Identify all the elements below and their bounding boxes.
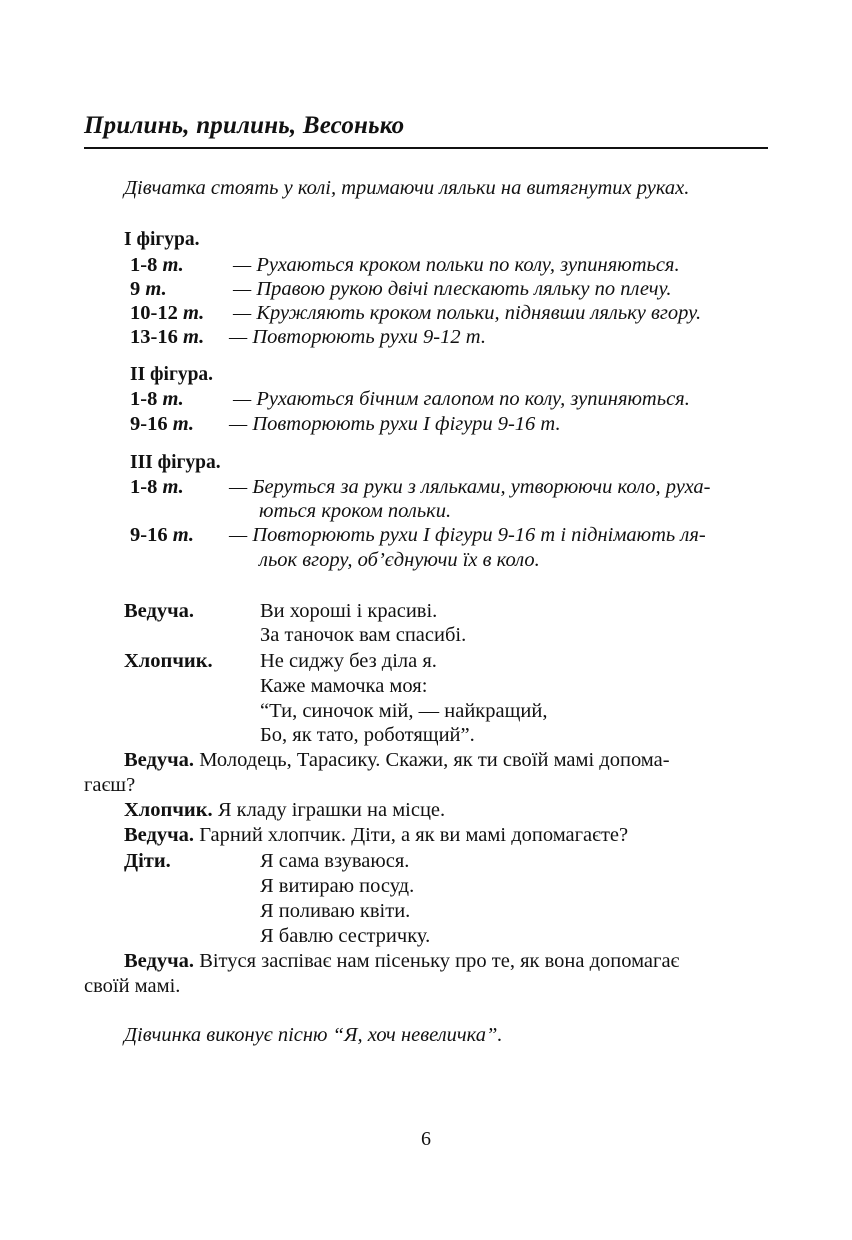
dialogue-line bbox=[124, 799, 445, 822]
figure-3-heading: ІІІ фігура. bbox=[130, 452, 221, 473]
speaker-vedycha: Ведуча. bbox=[124, 824, 195, 846]
step-text: — Беруться за руки з ляльками, утворюючи коло, руха- bbox=[229, 476, 711, 498]
step-text: — Кружляють кроком польки, піднявши ляльку вгору. bbox=[233, 302, 702, 324]
verse-line: Каже мамочка моя: bbox=[260, 675, 428, 697]
dialogue-line bbox=[124, 749, 670, 772]
verse-line: Я сама взуваюся. bbox=[260, 850, 410, 872]
step-count: 1-8 т. bbox=[130, 476, 184, 498]
figure-2-heading: ІІ фігура. bbox=[130, 364, 214, 385]
line-text: Гарний хлопчик. Діти, а як ви мамі допомагаєте? bbox=[199, 824, 629, 846]
speaker-khlopchyk: Хлопчик. bbox=[124, 650, 213, 672]
line-text: Молодець, Тарасику. Скажи, як ти своїй мамі допома- bbox=[199, 749, 670, 771]
verse-line: Я бавлю сестричку. bbox=[260, 925, 431, 947]
line-text: Вітуся заспіває нам пісеньку про те, як вона допомагає bbox=[199, 950, 680, 972]
speaker-vedycha: Ведуча. bbox=[124, 950, 195, 972]
step-text: — Рухаються кроком польки по колу, зупиняються. bbox=[233, 254, 680, 276]
speaker-dity: Діти. bbox=[124, 850, 171, 872]
step-count: 10-12 т. bbox=[130, 302, 205, 324]
verse-line: Ви хороші і красиві. bbox=[260, 600, 438, 622]
dialogue-line-continued: своїй мамі. bbox=[84, 975, 181, 997]
speaker-khlopchyk: Хлопчик. bbox=[124, 799, 213, 821]
line-text: Я кладу іграшки на місце. bbox=[217, 799, 446, 821]
step-text: — Рухаються бічним галопом по колу, зупиняються. bbox=[233, 388, 690, 410]
dialogue-line-continued: гаєш? bbox=[84, 774, 136, 796]
dialogue-line bbox=[124, 950, 679, 973]
page-number: 6 bbox=[421, 1128, 431, 1150]
step-text: — Повторюють рухи 9-12 т. bbox=[229, 326, 486, 348]
verse-line: “Ти, синочок мій, — найкращий, bbox=[260, 700, 548, 722]
speaker-vedycha: Ведуча. bbox=[124, 600, 195, 622]
step-text: — Повторюють рухи І фігури 9-16 т і піднімають ля- bbox=[229, 524, 706, 546]
page-title: Прилинь, прилинь, Весонько bbox=[84, 112, 405, 139]
step-text: — Повторюють рухи І фігури 9-16 т. bbox=[229, 413, 561, 435]
intro-remark: Дівчатка стоять у колі, тримаючи ляльки на витягнутих руках. bbox=[124, 177, 690, 199]
step-text-continued: ються кроком польки. bbox=[259, 500, 452, 522]
step-count: 1-8 т. bbox=[130, 254, 184, 276]
figure-1-heading: І фігура. bbox=[124, 229, 200, 250]
step-text: — Правою рукою двічі плескають ляльку по плечу. bbox=[233, 278, 672, 300]
verse-line: За таночок вам спасибі. bbox=[260, 624, 467, 646]
step-text-continued: льок вгору, об’єднуючи їх в коло. bbox=[259, 549, 540, 571]
step-count: 9 т. bbox=[130, 278, 167, 300]
closing-remark: Дівчинка виконує пісню “Я, хоч невеличка”. bbox=[124, 1024, 503, 1046]
dialogue-line bbox=[124, 824, 628, 847]
speaker-vedycha: Ведуча. bbox=[124, 749, 195, 771]
step-count: 13-16 т. bbox=[130, 326, 205, 348]
verse-line: Бо, як тато, роботящий”. bbox=[260, 724, 475, 746]
step-count: 9-16 т. bbox=[130, 413, 195, 435]
verse-line: Я витираю посуд. bbox=[260, 875, 415, 897]
step-count: 9-16 т. bbox=[130, 524, 195, 546]
step-count: 1-8 т. bbox=[130, 388, 184, 410]
verse-line: Не сиджу без діла я. bbox=[260, 650, 437, 672]
verse-line: Я поливаю квіти. bbox=[260, 900, 411, 922]
title-rule bbox=[84, 147, 768, 149]
